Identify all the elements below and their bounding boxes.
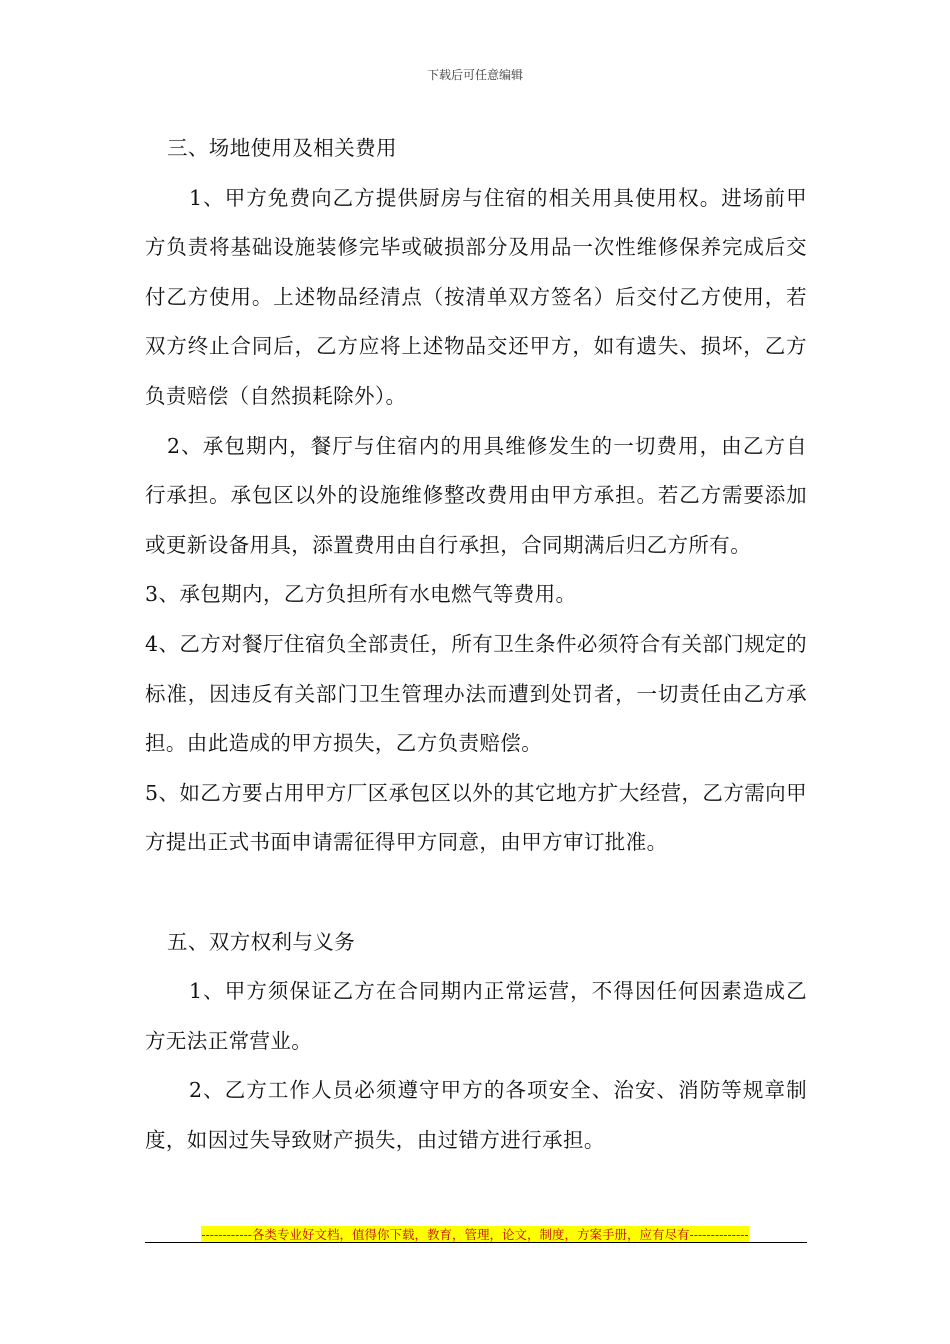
- section-3-paragraph-1: 1、甲方免费向乙方提供厨房与住宿的相关用具使用权。进场前甲方负责将基础设施装修完毕或破损部分及用品一次性维修保养完成后交付乙方使用。上述物品经清点（按清单双方签名）后交付乙方使用，若双方终止合同后，乙方应将上述物品交还甲方，如有遗失、损坏，乙方负责赔偿（自然损耗除外）。: [145, 185, 807, 408]
- footer-banner-text: ------------各类专业好文档，值得你下载，教育，管理，论文，制度，方案手册，应有尽有--------------: [201, 1227, 749, 1242]
- section-3-title: 三、场地使用及相关费用: [167, 136, 397, 160]
- footer-divider: [145, 1242, 807, 1243]
- document-body: [145, 124, 807, 1165]
- section-3-paragraph-2: 2、承包期内，餐厅与住宿内的用具维修发生的一切费用，由乙方自行承担。承包区以外的设施维修整改费用由甲方承担。若乙方需要添加或更新设备用具，添置费用由自行承担，合同期满后归乙方所有。: [145, 433, 807, 557]
- section-3-paragraph-3: 3、承包期内，乙方负担所有水电燃气等费用。: [145, 582, 577, 607]
- section-3-paragraph-5: 5、如乙方要占用甲方厂区承包区以外的其它地方扩大经营，乙方需向甲方提出正式书面申请需征得甲方同意，由甲方审订批准。: [145, 780, 807, 855]
- page-header: 下载后可任意编辑: [426, 68, 523, 82]
- footer-banner: [0, 1224, 950, 1243]
- section-5-title: 五、双方权利与义务: [167, 929, 356, 954]
- section-3-paragraph-4: 4、乙方对餐厅住宿负全部责任，所有卫生条件必须符合有关部门规定的标准，因违反有关部门卫生管理办法而遭到处罚者，一切责任由乙方承担。由此造成的甲方损失，乙方负责赔偿。: [145, 631, 807, 756]
- section-5-paragraph-1: 1、甲方须保证乙方在合同期内正常运营，不得因任何因素造成乙方无法正常营业。: [145, 979, 807, 1053]
- section-spacer: [145, 868, 807, 918]
- section-5-paragraph-2: 2、乙方工作人员必须遵守甲方的各项安全、治安、消防等规章制度，如因过失导致财产损失，由过错方进行承担。: [145, 1078, 807, 1152]
